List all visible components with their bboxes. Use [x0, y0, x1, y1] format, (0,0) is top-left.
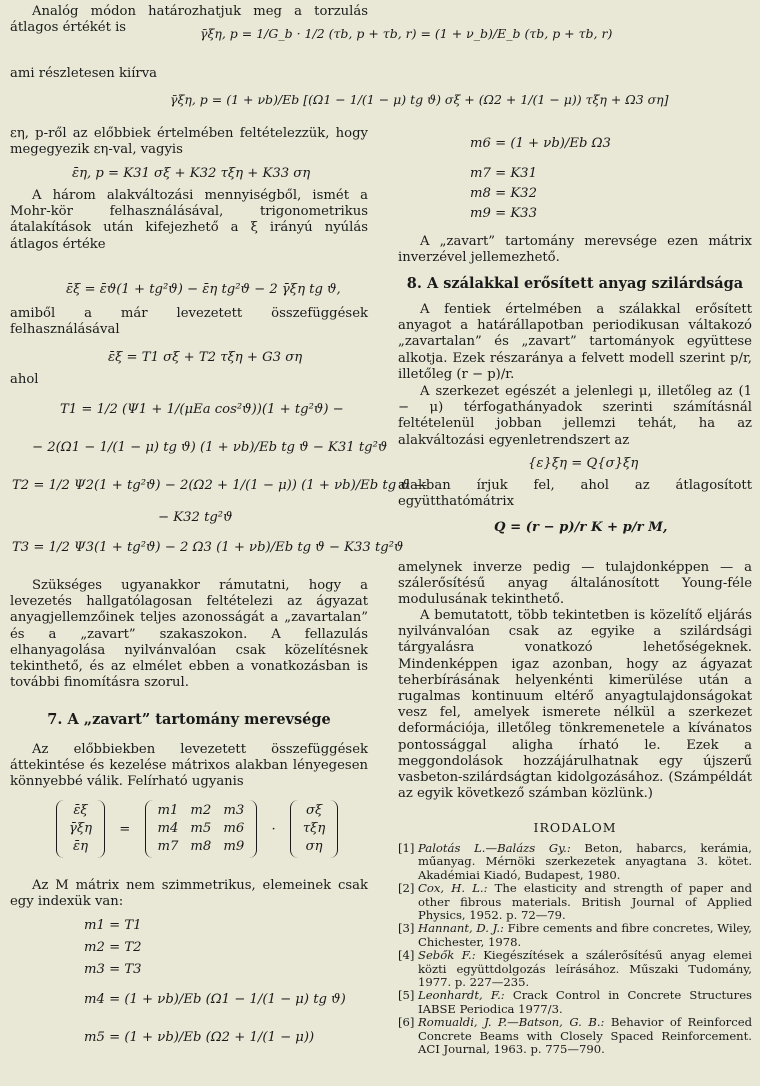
matrix-element: m2 [190, 803, 212, 818]
reference-number: [5] [398, 988, 415, 1003]
equation-m2: m2 = T2 [84, 940, 142, 955]
paragraph: Az M mátrix nem szimmetrikus, elemeinek csak egy indexük van: [10, 878, 368, 910]
equation-t2-line2: − K32 tg²ϑ [158, 510, 233, 525]
reference-item [398, 842, 752, 882]
equation-t1-line1: T1 = 1/2 (Ψ1 + 1/(μEa cos²ϑ))(1 + tg²ϑ) − [60, 402, 344, 417]
equation-q-matrix: Q = (r − p)/r K + p/r M, [494, 520, 668, 535]
equation-t3: T3 = 1/2 Ψ3(1 + tg²ϑ) − 2 Ω3 (1 + νb)/Eb tg ϑ − K33 tg²ϑ [12, 540, 404, 555]
equation-m4: m4 = (1 + νb)/Eb (Ω1 − 1/(1 − μ) tg ϑ) [84, 992, 346, 1007]
reference-item [398, 882, 752, 922]
paragraph: ahol [10, 372, 39, 387]
reference-title: The elasticity and strength of paper and other fibrous materials. British Journal of Applied Physics, 1952. p. 72—79. [418, 881, 752, 923]
vector-element: ε̄ξ [73, 803, 88, 818]
reference-authors: Sebők F.: [418, 948, 476, 963]
strain-vector [56, 800, 105, 858]
equals-sign: = [119, 821, 131, 837]
references-title: IRODALOM [533, 820, 617, 835]
paragraph: A szerkezet egészét a jelenlegi μ, illetőleg az (1 − μ) térfogathányadok szerinti számításnál feltételenül jobban jellemzi tehát, ha az alakváltozási egyenletrendszert az [398, 384, 752, 448]
paragraph: Szükséges ugyanakkor rámutatni, hogy a levezetés hallgatólagosan feltételezi az ágyazat anyagjellemzőinek teljes azonosságát a „zavartalan” és a „zavart” szakaszokon. A fellazulás elhanyagolása nyilvánvalóan csak közelítésnek tekinthető, és az elmélet ebben a vonatkozásban is további finomításra szorul. [10, 578, 368, 691]
equation-constitutive: {ε}ξη = Q{σ}ξη [528, 456, 639, 471]
matrix-element: m5 [190, 821, 212, 836]
reference-title: Beton, habarcs, kerámia, műanyag. Mérnöki szerkezetek anyagtana 3. kötet. Akadémiai Kiadó, Budapest, 1980. [418, 841, 752, 882]
matrix-m [145, 800, 258, 858]
equation-m1: m1 = T1 [84, 918, 142, 933]
reference-number: [2] [398, 881, 415, 896]
reference-title: Crack Control in Concrete Structures IABSE Periodica 1977/3. [418, 988, 752, 1016]
paragraph: A három alakváltozási mennyiségből, ismét a Mohr-kör felhasználásával, trigonometrikus átalakítások után kifejezhető a ξ irányú nyúlás átlagos értéke [10, 188, 368, 252]
equation-m7: m7 = K31 [470, 166, 537, 181]
reference-text [418, 922, 752, 949]
reference-text [418, 989, 752, 1016]
equation-m6: m6 = (1 + νb)/Eb Ω3 [470, 136, 611, 151]
paragraph: Analóg módon határozhatjuk meg a torzulás átlagos értékét is [10, 4, 368, 36]
matrix-element: m7 [157, 839, 179, 854]
paragraph: A „zavart” tartomány merevsége ezen mátrix inverzével jellemezhető. [398, 234, 752, 266]
equation-t1-line2: − 2(Ω1 − 1/(1 − μ) tg ϑ) (1 + νb)/Eb tg ϑ − K31 tg²ϑ [32, 440, 388, 455]
vector-element: γ̄ξη [69, 821, 93, 836]
stress-vector [290, 800, 338, 858]
reference-item [398, 949, 752, 989]
reference-authors: Hannant, D. J.: [418, 921, 504, 936]
matrix-element: m8 [190, 839, 212, 854]
vector-element: σξ [305, 803, 323, 818]
reference-text [418, 882, 752, 922]
paragraph: amiből a már levezetett összefüggések felhasználásával [10, 306, 368, 338]
reference-number: [4] [398, 948, 415, 963]
section-heading: 8. A szálakkal erősített anyag szilárdsága [406, 275, 744, 292]
paragraph: alakban írjuk fel, ahol az átlagosított együtthatómátrix [398, 478, 752, 510]
paragraph: amelynek inverze pedig — tulajdonképpen — a szálerősítésű anyag általánosított Young-féle modulusának tekinthető. [398, 560, 752, 608]
reference-authors: Palotás L.—Balázs Gy.: [418, 841, 571, 855]
section-heading: 7. A „zavart” tartomány merevsége [47, 711, 331, 728]
equation-t2-line1: T2 = 1/2 Ψ2(1 + tg²ϑ) − 2(Ω2 + 1/(1 − μ)) (1 + νb)/Eb tg ϑ — [12, 478, 428, 493]
reference-text [418, 949, 752, 989]
paragraph: εη, p-ről az előbbiek értelmében feltételezzük, hogy megegyezik εη-val, vagyis [10, 126, 368, 158]
reference-item [398, 989, 752, 1016]
reference-text [418, 842, 752, 882]
reference-list [398, 842, 752, 1057]
reference-authors: Romualdi, J. P.—Batson, G. B.: [418, 1015, 605, 1030]
equation-epsilon-xi: ε̄ξ = ε̄ϑ(1 + tg²ϑ) − ε̄η tg²ϑ − 2 γ̄ξη tg ϑ, [66, 282, 341, 297]
vector-element: ση [305, 839, 323, 854]
equation-gamma-avg: γ̄ξη, p = 1/G_b · 1/2 (τb, p + τb, r) = (1 + ν_b)/E_b (τb, p + τb, r) [200, 26, 613, 41]
equation-epsilon-xi-t: ε̄ξ = T1 σξ + T2 τξη + G3 ση [108, 350, 303, 365]
equation-m8: m8 = K32 [470, 186, 537, 201]
matrix-element: m3 [223, 803, 245, 818]
paragraph: A fentiek értelmében a szálakkal erősített anyagot a határállapotban periodikusan váltakozó „zavartalan” és „zavart” tartományok együttese alkotja. Ezek részaránya a felvett modell szerint p/r, illetőleg (r − p)/r. [398, 302, 752, 382]
vector-element: ε̄η [73, 839, 89, 854]
reference-title: Kiegészítések a szálerősítésű anyag elemei közti együttdolgozás leírásához. Műszaki Tudomány, 1977. p. 227—235. [418, 948, 752, 990]
reference-number: [6] [398, 1015, 415, 1030]
paragraph: Az előbbiekben levezetett összefüggések áttekintése és kezelése mátrixos alakban lényegesen könnyebbé válik. Felírható ugyanis [10, 742, 368, 790]
reference-title: Fibre cements and fibre concretes, Wiley, Chichester, 1978. [418, 921, 752, 949]
reference-item [398, 1016, 752, 1056]
reference-number: [1] [398, 841, 415, 855]
matrix-element: m9 [223, 839, 245, 854]
equation-gamma-expanded: γ̄ξη, p = (1 + νb)/Eb [(Ω1 − 1/(1 − μ) tg ϑ) σξ + (Ω2 + 1/(1 − μ)) τξη + Ω3 ση] [170, 92, 669, 107]
paragraph: ami részletesen kiírva [10, 66, 158, 81]
reference-number: [3] [398, 921, 415, 936]
equation-m3: m3 = T3 [84, 962, 142, 977]
reference-item [398, 922, 752, 949]
matrix-element: m6 [223, 821, 245, 836]
matrix-element: m4 [157, 821, 179, 836]
reference-authors: Leonhardt, F.: [418, 988, 505, 1003]
equation-m9: m9 = K33 [470, 206, 537, 221]
dot-operator: · [271, 821, 276, 837]
vector-element: τξη [302, 821, 326, 836]
equation-m5: m5 = (1 + νb)/Eb (Ω2 + 1/(1 − μ)) [84, 1030, 315, 1045]
reference-authors: Cox, H. L.: [418, 881, 488, 896]
reference-title: Behavior of Reinforced Concrete Beams with Closely Spaced Reinforcement. ACI Journal, 1963. p. 775—790. [418, 1015, 752, 1057]
reference-text [418, 1016, 752, 1056]
equation-epsilon-eta: ε̄η, p = K31 σξ + K32 τξη + K33 ση [72, 166, 311, 181]
matrix-element: m1 [157, 803, 179, 818]
matrix-equation [56, 800, 338, 858]
paragraph: A bemutatott, több tekintetben is közelítő eljárás nyilvánvalóan csak az egyike a szilárdsági tárgyalásra vonatkozó lehetőségeknek. Mindenképpen igaz azonban, hogy az ágyazat teherbírásának helyenkénti kimerülése után a rugalmas kontinuum eltérő anyagtulajdonságokat vesz fel, amelyek ismerete nélkül a szerkezet deformációja, illetőleg tönkremenetele a kívánatos pontossággal aligha írható le. Ezek a meggondolások hozzájárulhatnak egy újszerű vasbeton-szilárdságtan kidolgozásához. (Számpéldát az egyik következő számban közlünk.) [398, 608, 752, 802]
